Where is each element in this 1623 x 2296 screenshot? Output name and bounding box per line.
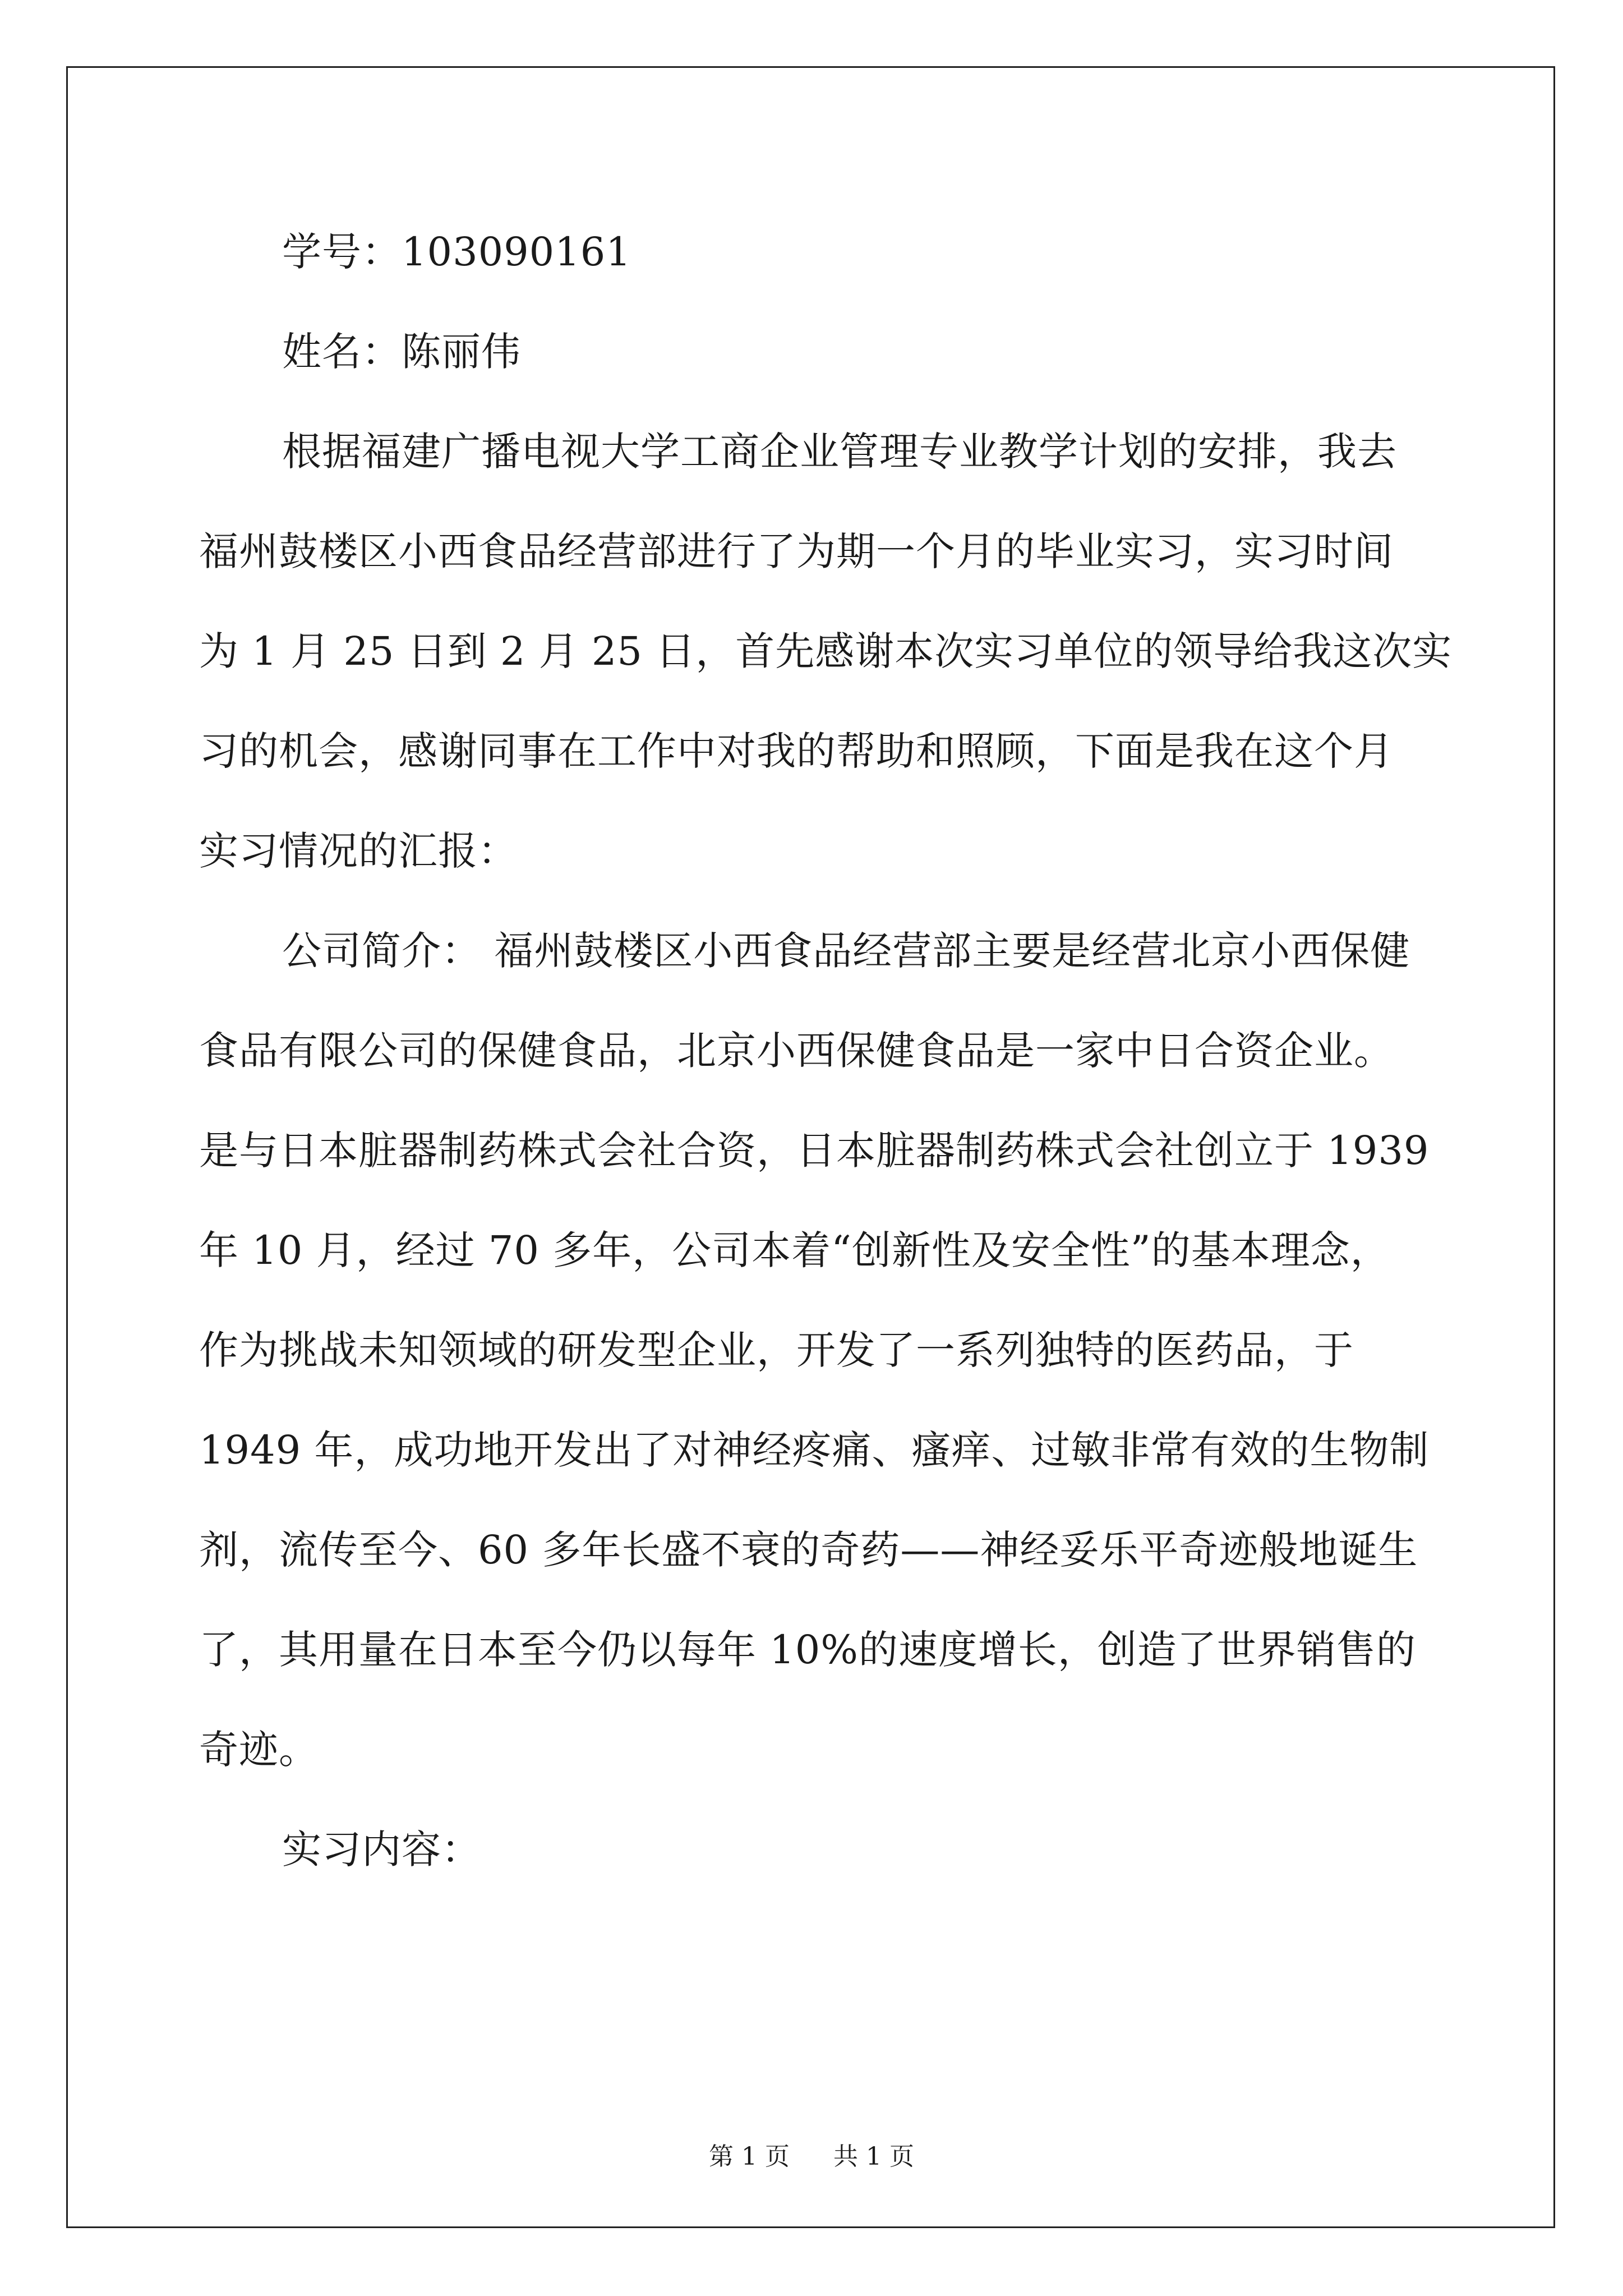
- paragraph-intro: [199, 402, 1453, 901]
- paragraph-line: 作为挑战未知领域的研发型企业，开发了一系列独特的医药品，于: [199, 1327, 1354, 1373]
- page-total: 共 1 页: [833, 2142, 914, 2171]
- document-body: [199, 202, 1453, 1899]
- paragraph-line: 了，其用量在日本至今仍以每年 10%的速度增长，创造了世界销售的: [199, 1627, 1416, 1673]
- paragraph-line: 实习情况的汇报：: [199, 828, 518, 874]
- paragraph-line: 习的机会，感谢同事在工作中对我的帮助和照顾，下面是我在这个月: [199, 728, 1394, 774]
- student-id-line: 学号：103090161: [282, 229, 631, 275]
- page-footer: [0, 2136, 1623, 2172]
- paragraph-line: 剂，流传至今、60 多年长盛不衰的奇药——神经妥乐平奇迹般地诞生: [199, 1527, 1418, 1573]
- paragraph-line: 为 1 月 25 日到 2 月 25 日，首先感谢本次实习单位的领导给我这次实: [199, 628, 1453, 674]
- paragraph-line: 是与日本脏器制药株式会社合资，日本脏器制药株式会社创立于 1939: [199, 1128, 1430, 1174]
- paragraph-line: 食品有限公司的保健食品，北京小西保健食品是一家中日合资企业。: [199, 1028, 1394, 1074]
- paragraph-line: 1949 年，成功地开发出了对神经疼痛、瘙痒、过敏非常有效的生物制: [199, 1427, 1430, 1473]
- page-number: 第 1 页: [709, 2142, 790, 2171]
- paragraph-line: 根据福建广播电视大学工商企业管理专业教学计划的安排，我去: [282, 429, 1397, 475]
- paragraph-company: [199, 901, 1433, 1800]
- paragraph-line: 福州鼓楼区小西食品经营部进行了为期一个月的毕业实习，实习时间: [199, 528, 1394, 574]
- paragraph-line: 奇迹。: [199, 1727, 319, 1773]
- paragraph-line: 年 10 月，经过 70 多年，公司本着“创新性及安全性”的基本理念，: [199, 1227, 1390, 1273]
- section-heading: 实习内容：: [282, 1826, 481, 1872]
- paragraph-line: 公司简介： 福州鼓楼区小西食品经营部主要是经营北京小西保健: [282, 928, 1410, 974]
- name-line: 姓名：陈丽伟: [282, 329, 521, 375]
